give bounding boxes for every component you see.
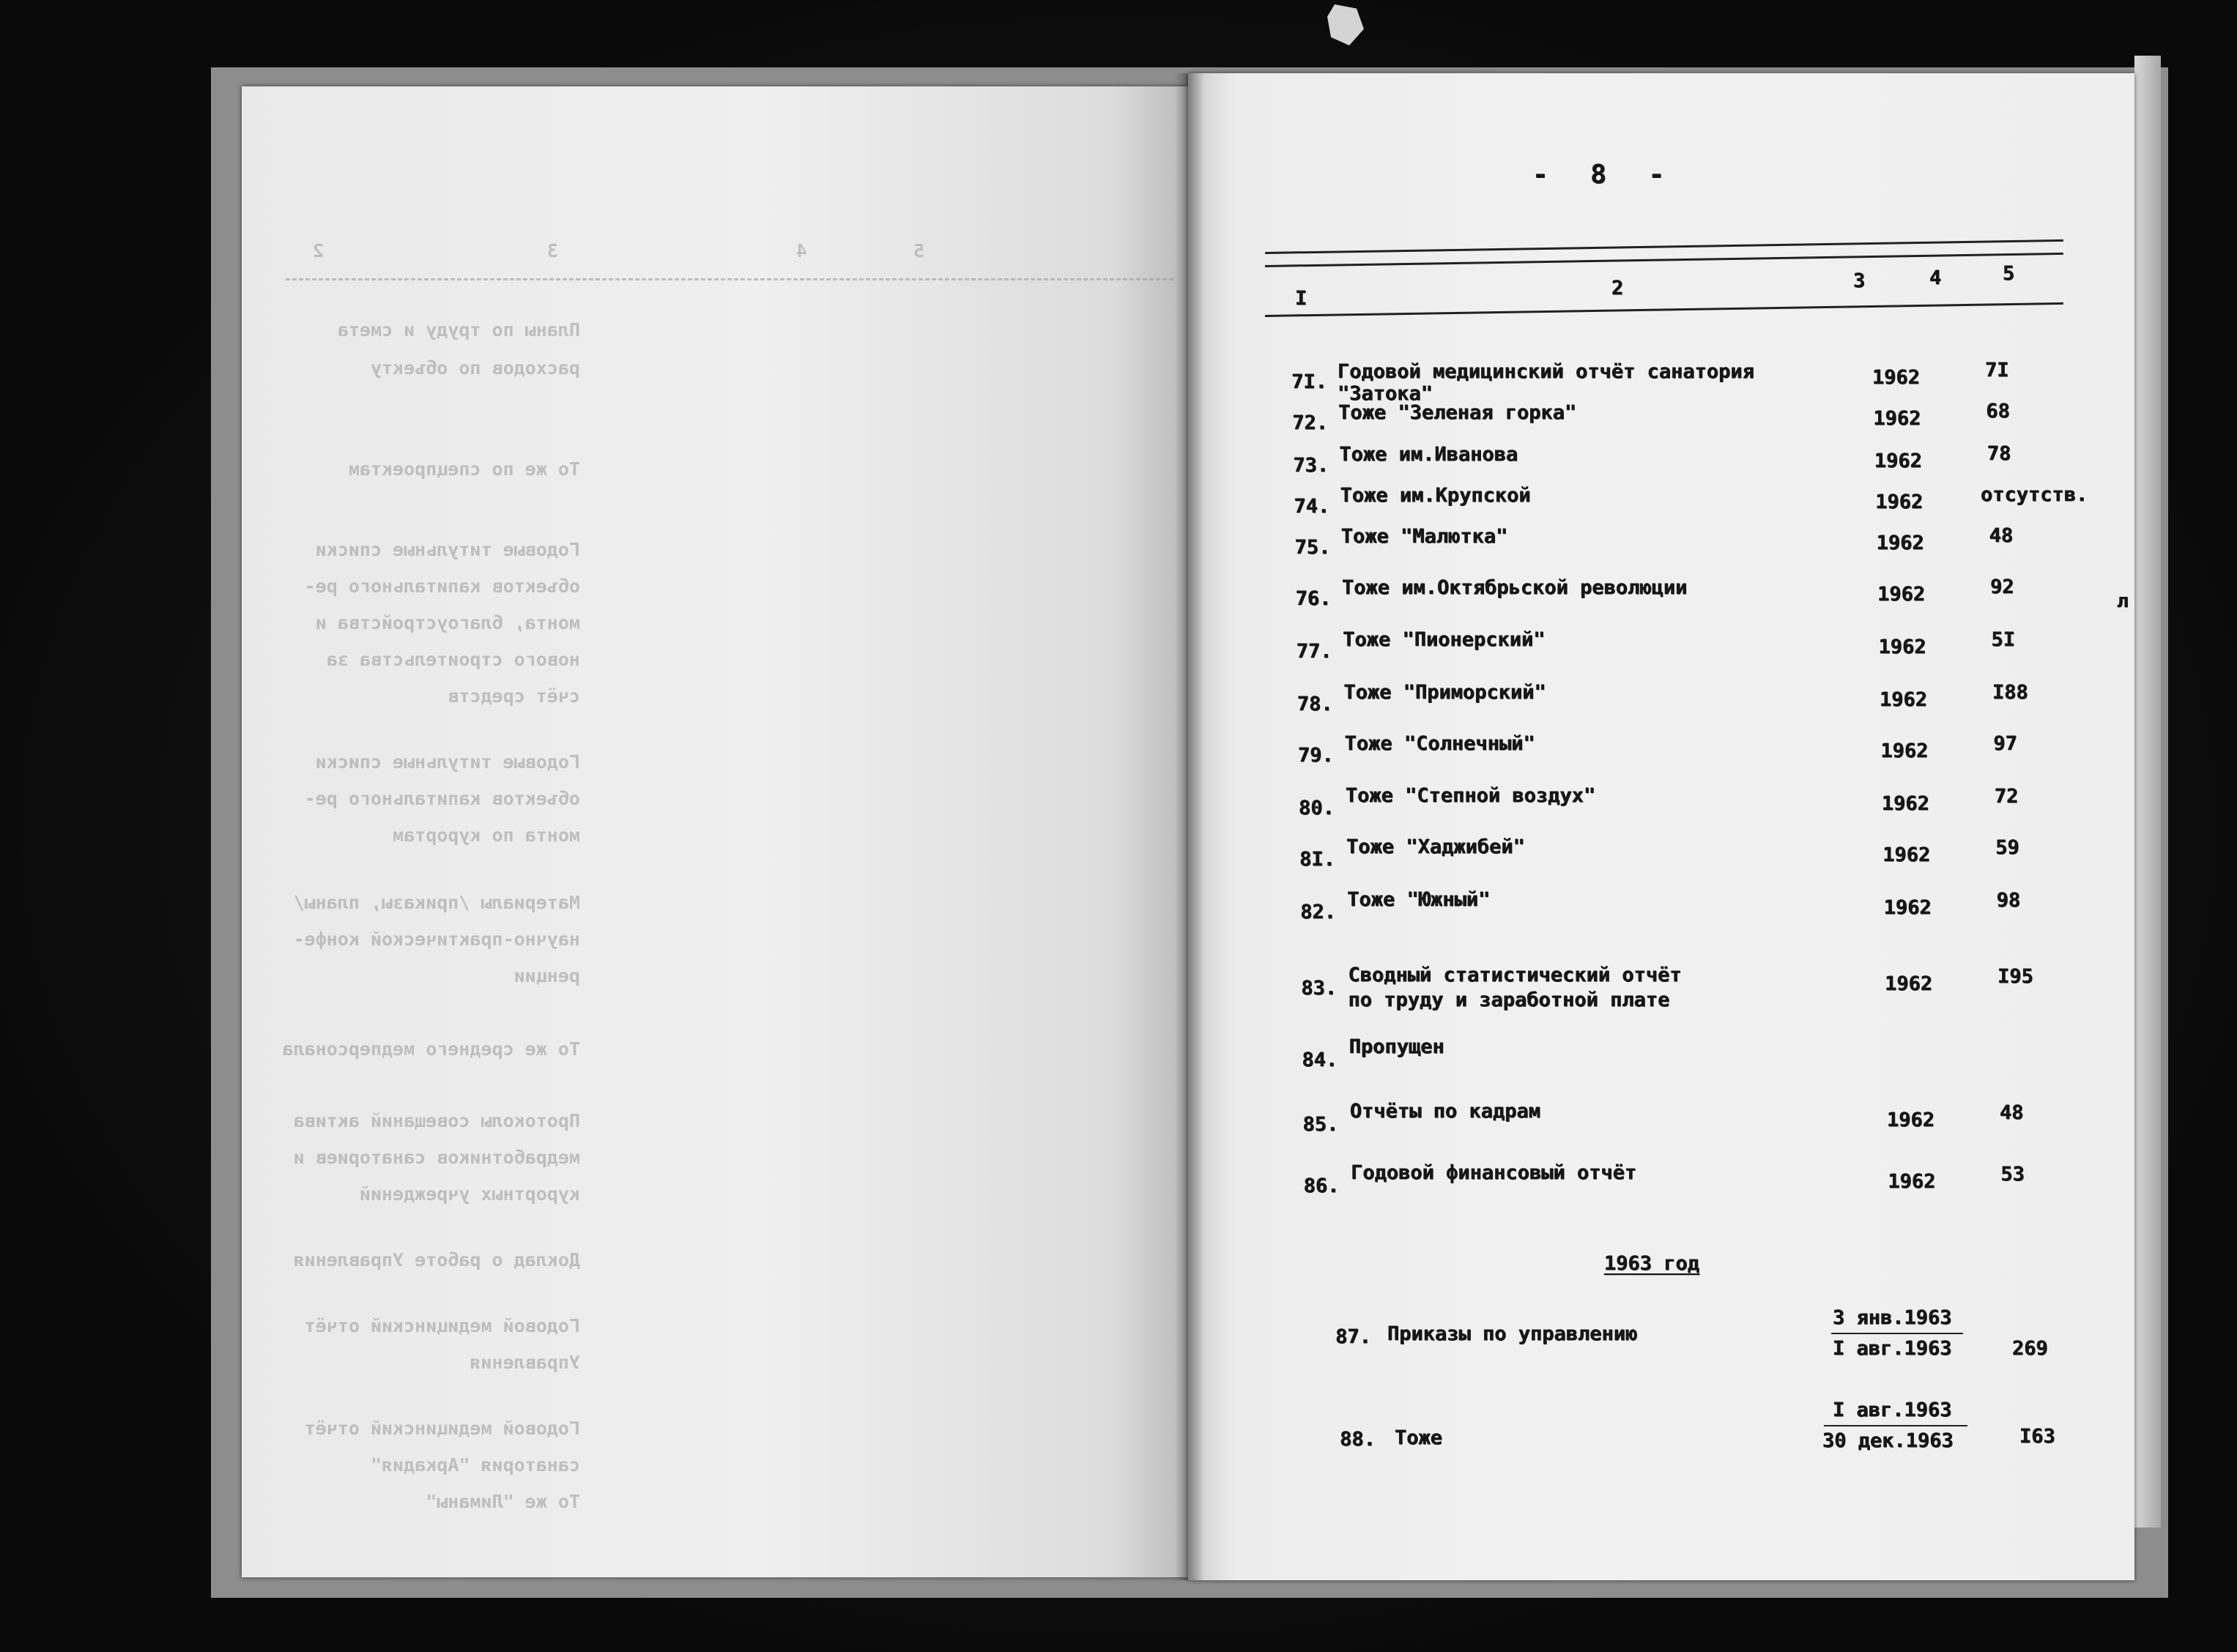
header-bottom-rule <box>1265 302 2063 317</box>
ghost-line: Годовые титульные списки <box>315 539 580 560</box>
row-number: 88. <box>1340 1428 1376 1451</box>
row-title: Тоже "Хаджибей" <box>1346 836 1525 858</box>
row-year: 1962 <box>1875 491 1923 513</box>
ghost-line: нового строительства за <box>326 649 580 670</box>
row-count: 269 <box>2012 1337 2048 1360</box>
ghost-line: То же "Лиманы" <box>426 1491 580 1512</box>
ghost-header: 5 <box>913 240 924 261</box>
row-number: 76. <box>1295 587 1332 610</box>
row-year: 1962 <box>1882 844 1931 866</box>
ghost-header: 4 <box>795 240 807 261</box>
row-number: 87. <box>1335 1325 1371 1348</box>
column-header-2: 2 <box>1611 277 1624 299</box>
row-year: 1962 <box>1885 972 1933 995</box>
ghost-line: ренции <box>513 965 580 986</box>
row-title: Тоже "Зеленая горка" <box>1338 401 1577 424</box>
row-number: 72. <box>1292 412 1329 434</box>
date-separator <box>1824 1425 1967 1426</box>
ghost-line: То же среднего медперсонала <box>282 1038 580 1060</box>
ghost-header: 3 <box>546 240 558 261</box>
row-number: 83. <box>1301 977 1338 1000</box>
row-title-continued: "Затока" <box>1338 382 1433 405</box>
column-header-4: 4 <box>1929 267 1942 289</box>
ghost-line: Доклад о работе Управления <box>293 1249 580 1270</box>
row-title: Тоже им.Крупской <box>1340 484 1531 507</box>
row-title: Отчёты по кадрам <box>1349 1099 1541 1123</box>
row-number: 79. <box>1298 744 1334 767</box>
row-title: Годовой финансовый отчёт <box>1351 1161 1637 1184</box>
page-stack-edge <box>2134 56 2161 1528</box>
row-number: 86. <box>1303 1175 1340 1197</box>
row-count: 92 <box>1990 576 2014 598</box>
row-title: Тоже им.Октябрьской революции <box>1342 576 1688 599</box>
ghost-header: 2 <box>312 240 324 261</box>
ghost-line: Материалы /приказы, планы/ <box>293 892 580 913</box>
ghost-line: Годовые титульные списки <box>315 751 580 773</box>
table-top-rule <box>1265 239 2063 254</box>
page-number: - 8 - <box>1532 160 1678 190</box>
row-title: Пропущен <box>1348 1035 1444 1059</box>
column-header-3: 3 <box>1853 269 1866 292</box>
row-title: Тоже им.Иванова <box>1339 443 1518 466</box>
row-year: 1962 <box>1888 1170 1936 1193</box>
row-count: 7I <box>1985 359 2009 382</box>
row-title-continued: по труду и заработной плате <box>1348 989 1670 1011</box>
row-year: 1962 <box>1880 740 1929 762</box>
row-year: 1962 <box>1878 636 1926 658</box>
row-title: Тоже "Пионерский" <box>1343 628 1546 652</box>
row-count: отсутств. <box>1981 483 2088 506</box>
row-title: Тоже "Малютка" <box>1340 524 1508 548</box>
torn-paper-scrap <box>1327 4 1364 45</box>
row-number: 74. <box>1294 495 1330 518</box>
row-number: 80. <box>1299 797 1335 819</box>
date-separator <box>1831 1333 1963 1334</box>
row-year: 1962 <box>1880 688 1928 711</box>
row-count: 59 <box>1995 836 2019 859</box>
ghost-line: объектов капитального ре- <box>304 788 580 809</box>
ghost-line: монта по курортам <box>393 825 580 846</box>
ghost-line: Управления <box>470 1352 580 1373</box>
ghost-line: расходов по объекту <box>371 357 580 379</box>
bleed-through-text <box>242 86 1188 1577</box>
row-year: 1962 <box>1881 792 1929 815</box>
row-title: Годовой медицинский отчёт санатория <box>1338 360 1754 383</box>
row-number: 8I. <box>1299 848 1335 871</box>
ghost-rule <box>286 278 1173 280</box>
row-count: I63 <box>2019 1425 2055 1448</box>
row-year: 1962 <box>1874 450 1922 472</box>
ghost-line: медработников санаториев и <box>293 1147 580 1168</box>
row-year: 1962 <box>1876 532 1924 554</box>
row-count: 98 <box>1996 889 2021 912</box>
row-title: Тоже "Солнечный" <box>1344 732 1535 755</box>
date-from: 3 янв.1963 <box>1833 1306 1952 1329</box>
row-title: Тоже "Степной воздух" <box>1345 784 1596 808</box>
date-to: I авг.1963 <box>1833 1337 1952 1360</box>
row-title: Тоже <box>1395 1426 1443 1449</box>
column-header-1: I <box>1295 287 1307 310</box>
date-from: I авг.1963 <box>1833 1399 1952 1421</box>
row-count: 78 <box>1986 442 2011 465</box>
row-count: 68 <box>1986 400 2010 423</box>
ghost-line: Планы по труду и смета <box>337 319 580 341</box>
row-year: 1962 <box>1877 583 1926 606</box>
ghost-line: Годовой медицинский отчёт <box>304 1315 580 1336</box>
row-year: 1962 <box>1883 896 1932 919</box>
ghost-line: объектов капитального ре- <box>304 576 580 597</box>
row-count: 48 <box>1989 524 2014 547</box>
row-number: 78. <box>1296 693 1333 715</box>
section-heading-1963: 1963 год <box>1604 1252 1700 1275</box>
row-count: I95 <box>1997 965 2033 988</box>
row-count: I88 <box>1992 681 2028 704</box>
left-page <box>242 86 1188 1577</box>
ghost-line: Протоколы совещаний актива <box>293 1110 580 1131</box>
right-page <box>1188 73 2134 1580</box>
row-number: 82. <box>1300 901 1337 923</box>
ghost-line: монта, благоустройства и <box>315 612 580 633</box>
column-header-5: 5 <box>2003 262 2015 285</box>
row-title: Сводный статистический отчёт <box>1348 964 1682 987</box>
row-title: Тоже "Южный" <box>1347 888 1491 911</box>
row-title: Приказы по управлению <box>1387 1322 1638 1345</box>
row-count: 72 <box>1994 785 2019 808</box>
ghost-line: То же по спецпроектам <box>348 458 580 480</box>
row-number: 75. <box>1294 536 1331 559</box>
margin-mark: л <box>2117 590 2129 612</box>
ghost-line: научно-практической конфе- <box>293 929 580 950</box>
row-title: Тоже "Приморский" <box>1343 680 1546 704</box>
ghost-line: Годовой медицинский отчёт <box>304 1418 580 1439</box>
row-number: 85. <box>1302 1113 1339 1136</box>
row-count: 97 <box>1993 732 2017 755</box>
row-number: 77. <box>1296 640 1332 663</box>
row-year: 1962 <box>1873 407 1921 430</box>
date-to: 30 дек.1963 <box>1822 1429 1954 1452</box>
ghost-line: курортных учреждений <box>359 1183 580 1205</box>
row-count: 5I <box>1991 628 2016 651</box>
row-number: 73. <box>1293 454 1329 477</box>
ghost-line: санатория "Аркадия" <box>371 1454 580 1476</box>
row-count: 48 <box>2000 1101 2024 1124</box>
row-number: 84. <box>1302 1049 1338 1071</box>
row-count: 53 <box>2000 1163 2025 1186</box>
row-number: 7I. <box>1291 371 1327 393</box>
table-top-rule-2 <box>1265 253 2063 267</box>
row-year: 1962 <box>1887 1109 1935 1131</box>
row-year: 1962 <box>1872 366 1921 389</box>
ghost-line: счёт средств <box>448 685 580 707</box>
book-spine-shadow <box>1175 73 1204 1580</box>
